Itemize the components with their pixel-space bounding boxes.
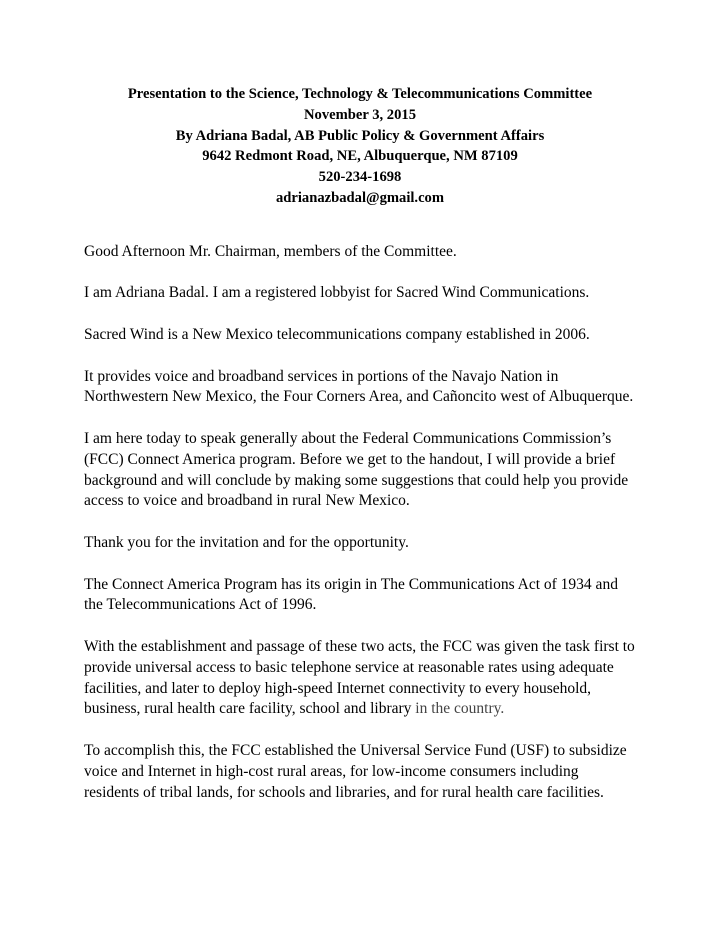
paragraph-thanks: Thank you for the invitation and for the opportunity. bbox=[84, 533, 409, 551]
paragraph-company: Sacred Wind is a New Mexico telecommunications company established in 2006. bbox=[84, 325, 590, 343]
author-byline: By Adriana Badal, AB Public Policy & Government Affairs bbox=[175, 127, 545, 144]
author-address: 9642 Redmont Road, NE, Albuquerque, NM 87109 bbox=[202, 148, 518, 165]
author-email: adrianazbadal@gmail.com bbox=[275, 189, 445, 206]
paragraph-usf: To accomplish this, the FCC established the Universal Service Fund (USF) to subsidize voice and Internet in high-cost rural areas, for low-income consumers including residents of tribal lands, for schools and libraries, and for rural health care facilities. bbox=[84, 741, 627, 801]
paragraph-fcc-task bbox=[84, 637, 636, 720]
paragraph-introduction: I am Adriana Badal. I am a registered lobbyist for Sacred Wind Communications. bbox=[84, 284, 590, 302]
presentation-date: November 3, 2015 bbox=[303, 106, 416, 123]
author-phone: 520-234-1698 bbox=[318, 169, 402, 186]
paragraph-program-origin: The Connect America Program has its origin in The Communications Act of 1934 and the Telecommunications Act of 1996. bbox=[84, 575, 618, 614]
fcc-task-tail: in the country. bbox=[411, 700, 505, 718]
presentation-title: Presentation to the Science, Technology & Telecommunications Committee bbox=[127, 86, 593, 102]
fcc-task-text: With the establishment and passage of these two acts, the FCC was given the task first to provide universal access to basic telephone service at reasonable rates using adequate facilities, and later to deploy high-speed Internet connectivity to every household, business, rural health care facility, school and library bbox=[84, 637, 635, 718]
paragraph-service-area: It provides voice and broadband services in portions of the Navajo Nation in Northwestern New Mexico, the Four Corners Area, and Cañoncito west of Albuquerque. bbox=[84, 367, 634, 406]
paragraph-purpose: I am here today to speak generally about the Federal Communications Commission’s (FCC) Connect America program. Before we get to the handout, I will provide a brief background and will conclude by making some suggestions that could help you provide access to voice and broadband in rural New Mexico. bbox=[84, 429, 629, 510]
document-header bbox=[84, 84, 636, 209]
paragraph-greeting: Good Afternoon Mr. Chairman, members of the Committee. bbox=[84, 242, 457, 260]
document-body bbox=[84, 242, 636, 804]
